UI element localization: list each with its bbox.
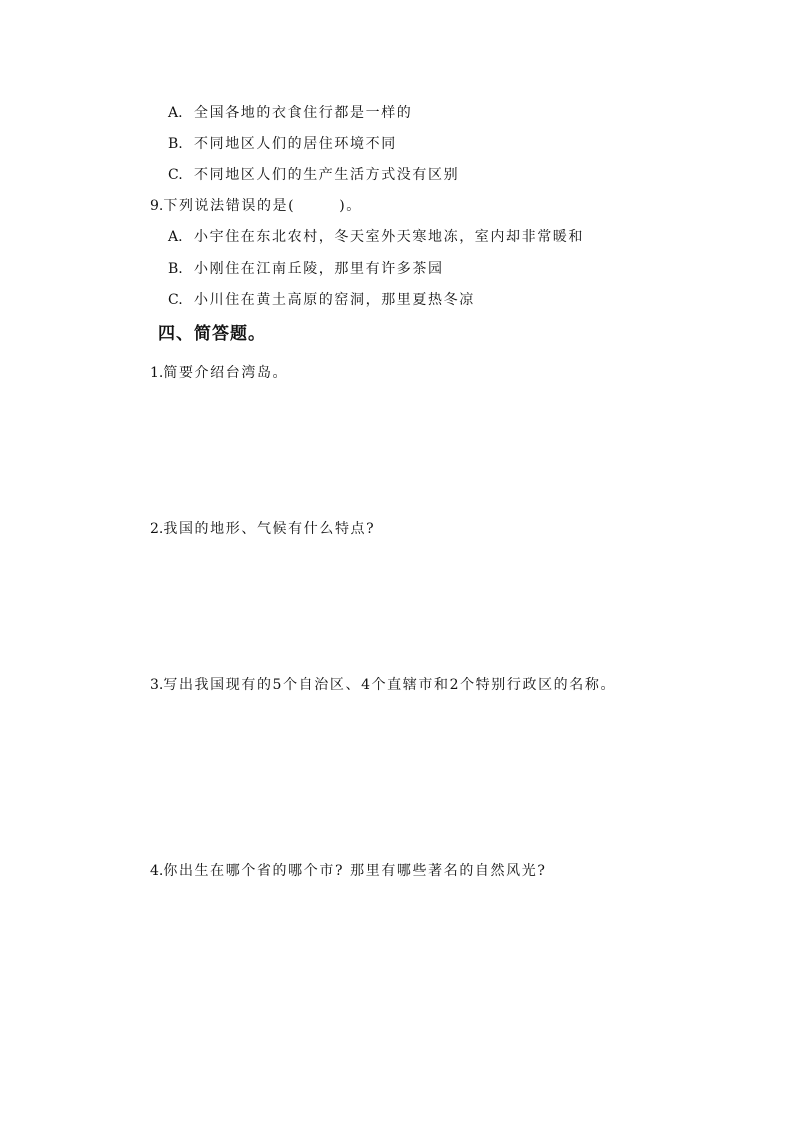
question-number: 4. [150, 863, 164, 879]
question-number: 9. [150, 198, 164, 214]
question-stem-after: )。 [339, 198, 362, 214]
question-number: 2. [150, 521, 164, 537]
option-text: 小宇住在东北农村，冬天室外天寒地冻，室内却非常暖和 [194, 229, 584, 245]
q9-option-a [168, 228, 584, 246]
question-stem-before: 下列说法错误的是( [163, 198, 296, 214]
short-answer-question-1 [150, 364, 288, 382]
section-heading: 四、简答题。 [158, 324, 266, 344]
option-text: 不同地区人们的生产生活方式没有区别 [194, 167, 460, 183]
question-text: 写出我国现有的5个自治区、4个直辖市和2个特别行政区的名称。 [163, 677, 617, 693]
option-text: 全国各地的衣食住行都是一样的 [194, 105, 413, 121]
q8-option-a [168, 104, 412, 122]
option-text: 不同地区人们的居住环境不同 [194, 136, 397, 152]
option-letter: A. [168, 229, 183, 245]
question-number: 3. [150, 677, 164, 693]
option-text: 小刚住在江南丘陵，那里有许多茶园 [194, 261, 444, 277]
q9-stem [150, 197, 362, 215]
option-text: 小川住在黄土高原的窑洞，那里夏热冬凉 [194, 292, 475, 308]
short-answer-question-2 [150, 520, 375, 538]
question-text: 我国的地形、气候有什么特点? [163, 521, 376, 537]
option-letter: B. [168, 261, 183, 277]
question-text: 简要介绍台湾岛。 [163, 365, 289, 381]
q9-option-b [168, 260, 444, 278]
option-letter: C. [168, 167, 183, 183]
q9-option-c [168, 291, 475, 309]
option-letter: C. [168, 292, 183, 308]
question-number: 1. [150, 365, 164, 381]
question-text: 你出生在哪个省的哪个市? 那里有哪些著名的自然风光? [163, 863, 547, 879]
short-answer-question-4 [150, 862, 546, 880]
short-answer-question-3 [150, 676, 616, 694]
q8-option-b [168, 135, 397, 153]
option-letter: B. [168, 136, 183, 152]
q8-option-c [168, 166, 459, 184]
option-letter: A. [168, 105, 183, 121]
